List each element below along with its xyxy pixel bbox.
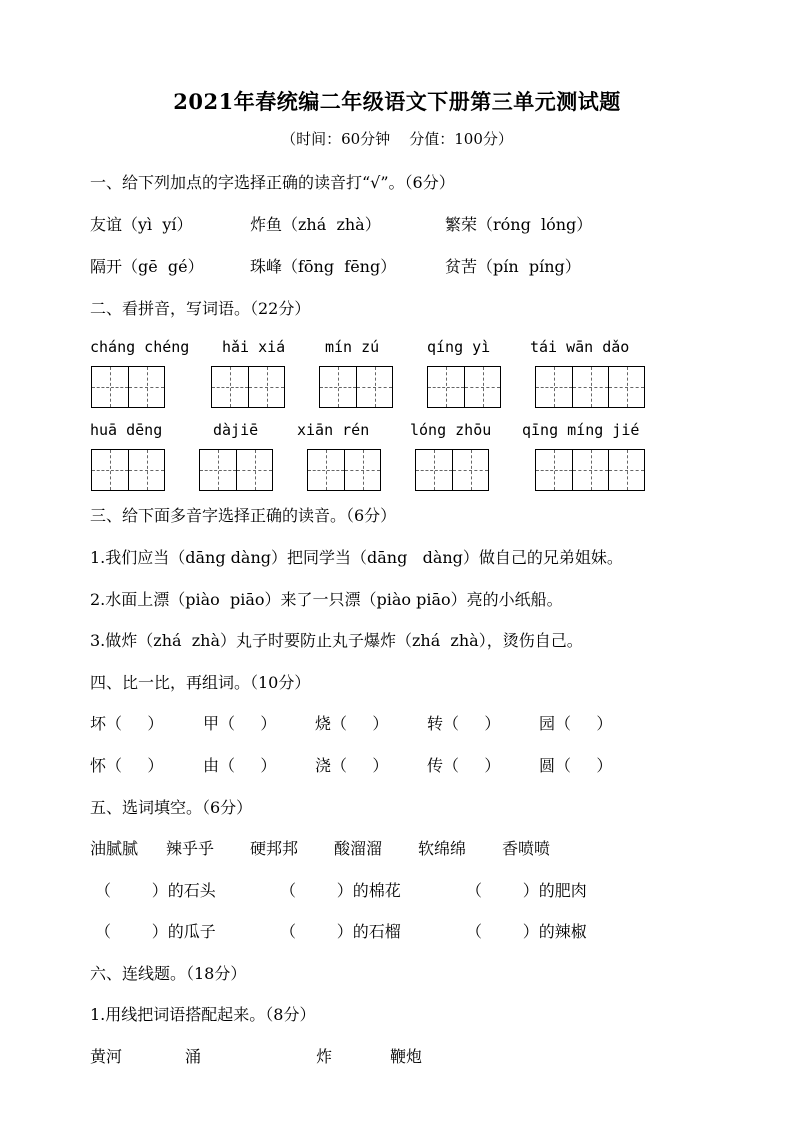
writing-grid[interactable] (319, 366, 393, 408)
pinyin-label: qíng yì (427, 338, 491, 356)
fill-blank: （ ）的石头 (95, 881, 216, 900)
s4-item: 烧（ ） (315, 714, 389, 733)
s3-item: 3.做炸（zhá zhà）丸子时要防止丸子爆炸（zhá zhà），烫伤自己。 (90, 631, 583, 650)
fill-blank: （ ）的肥肉 (466, 881, 587, 900)
fill-blank: （ ）的棉花 (280, 881, 401, 900)
section-3-heading: 三、给下面多音字选择正确的读音。（6分） (90, 506, 397, 525)
section-1-heading: 一、给下列加点的字选择正确的读音打“√”。（6分） (90, 173, 455, 192)
writing-grid[interactable] (91, 366, 165, 408)
match-item: 鞭炮 (390, 1047, 423, 1066)
writing-grid[interactable] (199, 449, 273, 491)
pinyin-label: hǎi xiá (222, 338, 286, 356)
word-bank-item: 香喷喷 (502, 839, 551, 858)
s1-item: 繁荣（róng lóng） (445, 215, 593, 234)
s4-item: 甲（ ） (203, 714, 277, 733)
pinyin-label: cháng chéng (90, 338, 190, 356)
writing-grid[interactable] (211, 366, 285, 408)
section-2-heading: 二、看拼音，写词语。（22分） (90, 299, 311, 318)
s4-item: 圆（ ） (539, 756, 613, 775)
writing-grid[interactable] (535, 449, 645, 491)
pinyin-label: tái wān dǎo (530, 338, 630, 356)
pinyin-label: lóng zhōu (410, 421, 492, 439)
writing-grid[interactable] (535, 366, 645, 408)
word-bank-item: 软绵绵 (418, 839, 467, 858)
s1-item: 炸鱼（zhá zhà） (250, 215, 381, 234)
s3-item: 1.我们应当（dāng dàng）把同学当（dāng dàng）做自己的兄弟姐妹。 (90, 548, 623, 567)
fill-blank: （ ）的石榴 (280, 922, 401, 941)
s1-item: 珠峰（fōng fēng） (250, 257, 397, 276)
s4-item: 坏（ ） (90, 714, 164, 733)
s4-item: 怀（ ） (90, 756, 164, 775)
s3-item: 2.水面上漂（piào piāo）来了一只漂（piào piāo）亮的小纸船。 (90, 590, 563, 609)
pinyin-label: mín zú (325, 338, 380, 356)
word-bank-item: 硬邦邦 (250, 839, 299, 858)
section-5-heading: 五、选词填空。（6分） (90, 798, 253, 817)
writing-grid[interactable] (415, 449, 489, 491)
match-item: 炸 (316, 1047, 333, 1066)
pinyin-label: dàjiē (213, 421, 259, 439)
s4-item: 浇（ ） (315, 756, 389, 775)
pinyin-label: huā dēng (90, 421, 163, 439)
match-item: 涌 (185, 1047, 202, 1066)
s4-item: 转（ ） (427, 714, 501, 733)
s4-item: 由（ ） (203, 756, 277, 775)
s1-item: 贫苦（pín píng） (445, 257, 581, 276)
s4-item: 传（ ） (427, 756, 501, 775)
exam-info: （时间：60分钟 分值：100分） (281, 130, 513, 148)
word-bank-item: 酸溜溜 (334, 839, 383, 858)
s4-item: 园（ ） (539, 714, 613, 733)
match-item: 黄河 (90, 1047, 123, 1066)
pinyin-label: xiān rén (297, 421, 370, 439)
section-6-heading: 六、连线题。（18分） (90, 964, 247, 983)
s1-item: 友谊（yì yí） (90, 215, 193, 234)
s1-item: 隔开（gē gé） (90, 257, 204, 276)
pinyin-label: qīng míng jié (522, 421, 640, 439)
fill-blank: （ ）的瓜子 (95, 922, 216, 941)
word-bank-item: 油腻腻 (90, 839, 139, 858)
page-title: 2021年春统编二年级语文下册第三单元测试题 (173, 89, 621, 114)
writing-grid[interactable] (307, 449, 381, 491)
s6-subheading: 1.用线把词语搭配起来。（8分） (90, 1005, 316, 1024)
writing-grid[interactable] (427, 366, 501, 408)
fill-blank: （ ）的辣椒 (466, 922, 587, 941)
word-bank-item: 辣乎乎 (166, 839, 215, 858)
section-4-heading: 四、比一比，再组词。（10分） (90, 673, 311, 692)
writing-grid[interactable] (91, 449, 165, 491)
